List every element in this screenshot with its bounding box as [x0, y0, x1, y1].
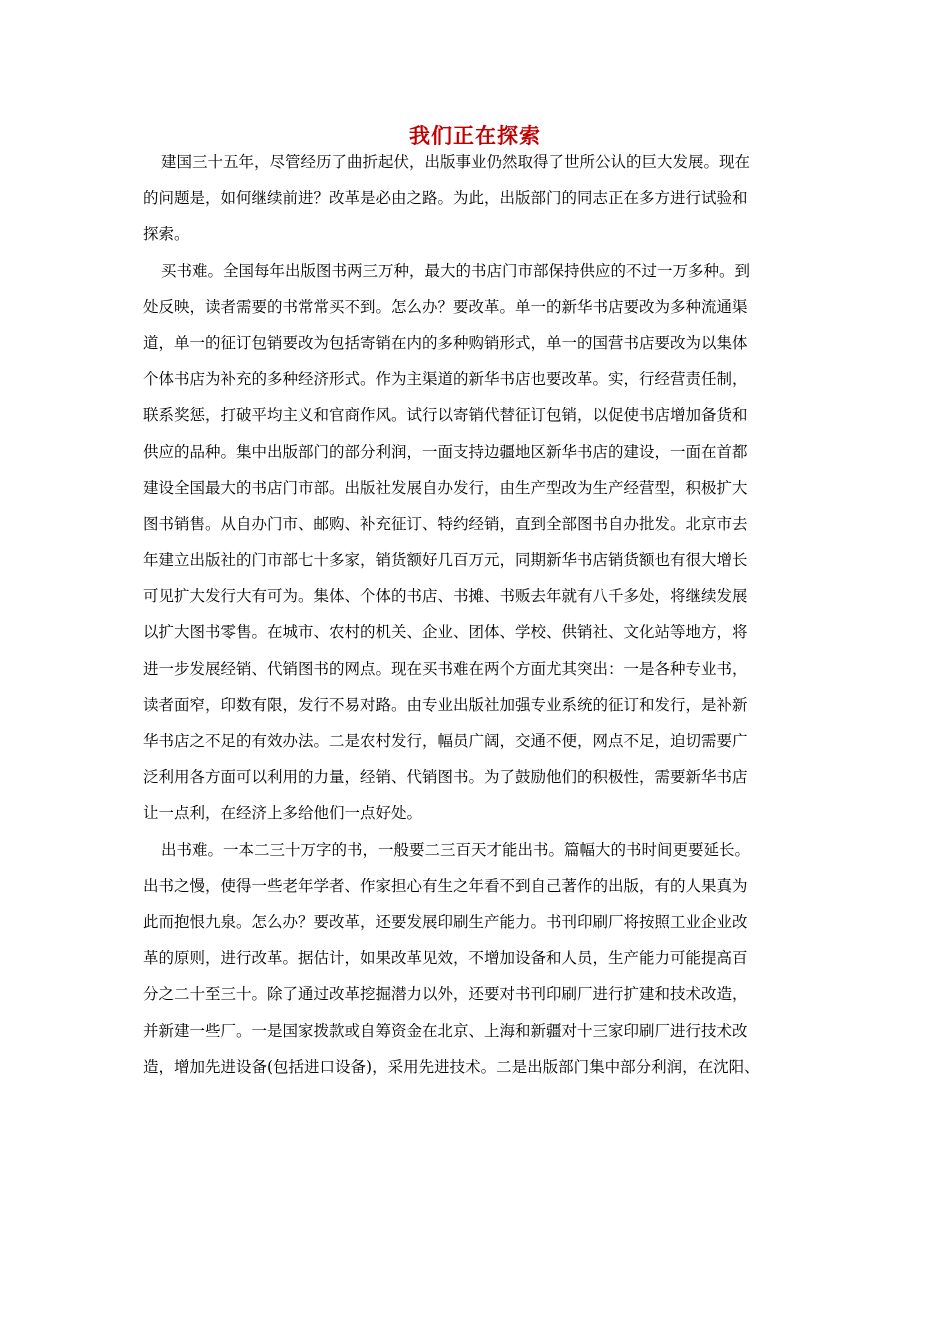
text-line: 出书难。一本二三十万字的书，一般要二三百天才能出书。篇幅大的书时间更要延长。	[161, 840, 751, 859]
text-line: 以扩大图书零售。在城市、农村的机关、企业、团体、学校、供销社、文化站等地方，将	[143, 623, 748, 642]
text-line: 造，增加先进设备(包括进口设备)，采用先进技术。二是出版部门集中部分利润，在沈阳、	[143, 1057, 760, 1076]
text-line: 华书店之不足的有效办法。二是农村发行，幅员广阔，交通不便，网点不足，迫切需要广	[143, 732, 748, 750]
text-line: 买书难。全国每年出版图书两三万种，最大的书店门市部保持供应的不过一万多种。到	[161, 261, 751, 280]
text-line: 建国三十五年，尽管经历了曲折起伏，出版事业仍然取得了世所公认的巨大发展。现在	[161, 153, 751, 171]
text-line: 分之二十至三十。除了通过改革挖掘潜力以外，还要对书刊印刷厂进行扩建和技术改造，	[143, 985, 748, 1004]
text-line: 联系奖惩，打破平均主义和官商作风。试行以寄销代替征订包销，以促使书店增加备货和	[143, 406, 748, 425]
text-line: 进一步发展经销、代销图书的网点。现在买书难在两个方面尤其突出：一是各种专业书，	[143, 659, 748, 678]
text-line: 供应的品种。集中出版部门的部分利润，一面支持边疆地区新华书店的建设，一面在首都	[143, 442, 748, 461]
text-line: 可见扩大发行大有可为。集体、个体的书店、书摊、书贩去年就有八千多处，将继续发展	[143, 587, 748, 606]
text-line: 处反映，读者需要的书常常买不到。怎么办？要改革。单一的新华书店要改为多种流通渠	[143, 297, 748, 316]
text-line: 出书之慢，使得一些老年学者、作家担心有生之年看不到自己著作的出版，有的人果真为	[143, 876, 748, 895]
text-line: 读者面窄，印数有限，发行不易对路。由专业出版社加强专业系统的征订和发行，是补新	[143, 695, 748, 714]
text-line: 此而抱恨九泉。怎么办？要改革，还要发展印刷生产能力。书刊印刷厂将按照工业企业改	[143, 912, 748, 931]
paragraph	[143, 832, 809, 1085]
text-line: 革的原则，进行改革。据估计，如果改革见效，不增加设备和人员，生产能力可能提高百	[143, 949, 748, 968]
document-body	[143, 144, 809, 1085]
text-line: 让一点利，在经济上多给他们一点好处。	[143, 804, 423, 823]
text-line: 的问题是，如何继续前进？改革是必由之路。为此，出版部门的同志正在多方进行试验和	[143, 189, 748, 208]
text-line: 并新建一些厂。一是国家拨款或自筹资金在北京、上海和新疆对十三家印刷厂进行技术改	[143, 1021, 748, 1040]
text-line: 探索。	[143, 225, 190, 244]
text-line: 建设全国最大的书店门市部。出版社发展自办发行，由生产型改为生产经营型，积极扩大	[143, 478, 748, 497]
text-line: 道，单一的征订包销要改为包括寄销在内的多种购销形式，单一的国营书店要改为以集体	[143, 333, 748, 352]
page-title: 我们正在探索	[409, 123, 541, 148]
text-line: 图书销售。从自办门市、邮购、补充征订、特约经销，直到全部图书自办批发。北京市去	[143, 514, 748, 533]
text-line: 年建立出版社的门市部七十多家，销货额好几百万元，同期新华书店销货额也有很大增长	[143, 551, 748, 570]
paragraph	[143, 253, 809, 832]
text-line: 泛利用各方面可以利用的力量，经销、代销图书。为了鼓励他们的积极性，需要新华书店	[143, 768, 748, 787]
text-line: 个体书店为补充的多种经济形式。作为主渠道的新华书店也要改革。实，行经营责任制，	[143, 370, 748, 389]
paragraph	[143, 144, 809, 253]
